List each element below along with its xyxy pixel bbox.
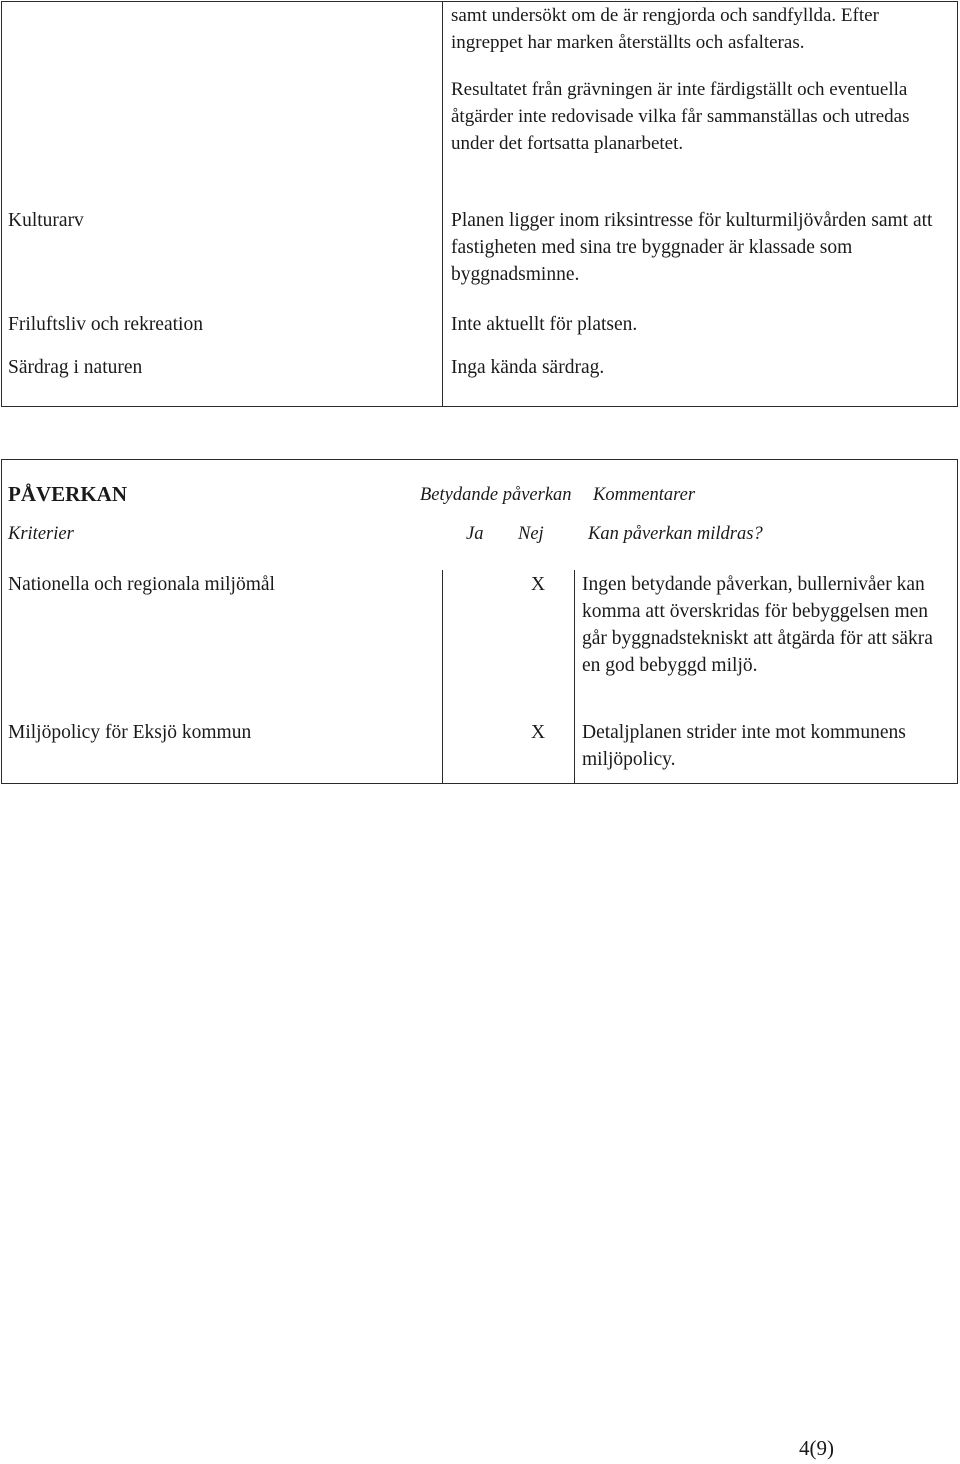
impact-row-nej-mark-miljopolicy: X bbox=[531, 722, 546, 743]
criterion-text-kulturarv: Planen ligger inom riksintresse för kulturmiljövården samt att fastigheten med sina tre byggnader är klassade som byggnadsminne. bbox=[451, 210, 933, 285]
criterion-label-kulturarv: Kulturarv bbox=[8, 210, 84, 231]
continued-paragraph-1: samt undersökt om de är rengjorda och sandfyllda. Efter ingreppet har marken återställts och asfalteras. bbox=[451, 5, 879, 53]
assessment-table bbox=[1, 1, 958, 407]
continued-paragraph-2: Resultatet från grävningen är inte färdigställt och eventuella åtgärder inte redovisade vilka får sammanställas och utredas under det fortsatta planarbetet. bbox=[451, 79, 910, 154]
impact-row-comment-miljomal: Ingen betydande påverkan, bullernivåer kan komma att överskridas för bebyggelsen men går byggnadstekniskt att åtgärda för att säkra en god bebyggd miljö. bbox=[582, 574, 933, 676]
impact-row-nej-mark-miljomal: X bbox=[531, 574, 546, 595]
impact-row-comment-miljopolicy: Detaljplanen strider inte mot kommunens miljöpolicy. bbox=[582, 722, 906, 770]
column-header-mildras: Kan påverkan mildras? bbox=[588, 524, 763, 544]
column-header-nej: Nej bbox=[518, 524, 544, 544]
criterion-label-friluftsliv: Friluftsliv och rekreation bbox=[8, 314, 203, 335]
impact-title: PÅVERKAN bbox=[8, 482, 127, 506]
column-header-kommentarer: Kommentarer bbox=[593, 485, 696, 505]
criterion-text-friluftsliv: Inte aktuellt för platsen. bbox=[451, 314, 638, 335]
column-header-ja: Ja bbox=[466, 524, 484, 544]
criterion-label-sardrag: Särdrag i naturen bbox=[8, 357, 143, 378]
impact-row-label-miljomal: Nationella och regionala miljömål bbox=[8, 574, 275, 595]
page-number: 4(9) bbox=[799, 1436, 834, 1460]
criterion-text-sardrag: Inga kända särdrag. bbox=[451, 357, 605, 378]
column-header-betydande: Betydande påverkan bbox=[420, 485, 572, 505]
column-header-kriterier: Kriterier bbox=[8, 524, 74, 544]
impact-table-divider-2 bbox=[574, 570, 575, 784]
assessment-table-divider bbox=[442, 1, 443, 407]
impact-table-divider bbox=[442, 570, 443, 784]
impact-row-label-miljopolicy: Miljöpolicy för Eksjö kommun bbox=[8, 722, 252, 743]
